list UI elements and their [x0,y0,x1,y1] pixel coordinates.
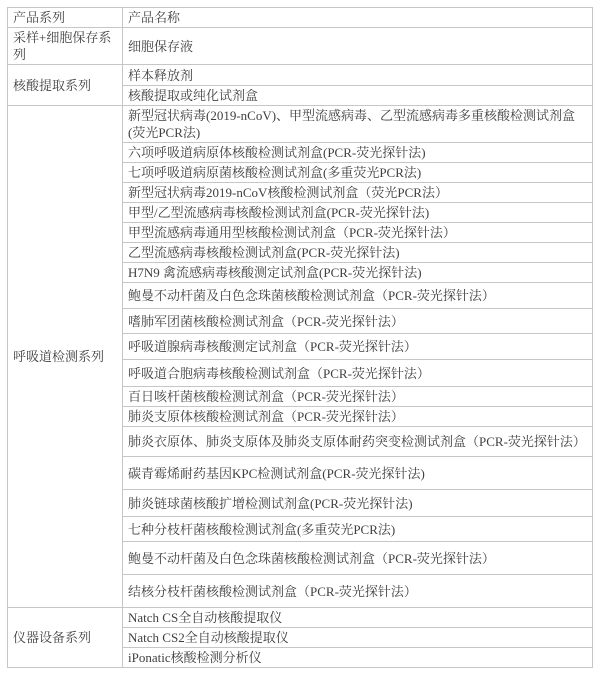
table-row [8,106,593,143]
product-cell: 样本释放剂 [123,65,593,86]
product-cell: 呼吸道腺病毒核酸测定试剂盒（PCR-荧光探针法） [123,334,593,360]
product-cell: 鲍曼不动杆菌及白色念珠菌核酸检测试剂盒（PCR-荧光探针法） [123,283,593,309]
product-cell: 呼吸道合胞病毒核酸检测试剂盒（PCR-荧光探针法） [123,360,593,387]
product-cell: 细胞保存液 [123,28,593,65]
product-cell: iPonatic核酸检测分析仪 [123,648,593,668]
product-table [7,7,593,668]
product-cell: H7N9 禽流感病毒核酸测定试剂盒(PCR-荧光探针法) [123,263,593,283]
product-cell: 甲型流感病毒通用型核酸检测试剂盒（PCR-荧光探针法） [123,223,593,243]
product-cell: Natch CS全自动核酸提取仪 [123,608,593,628]
product-cell: 百日咳杆菌核酸检测试剂盒（PCR-荧光探针法） [123,387,593,407]
table-body [8,28,593,668]
product-cell: 七种分枝杆菌核酸检测试剂盒(多重荧光PCR法) [123,517,593,542]
product-cell: 七项呼吸道病原菌核酸检测试剂盒(多重荧光PCR法) [123,163,593,183]
product-cell: 肺炎支原体核酸检测试剂盒（PCR-荧光探针法） [123,407,593,427]
product-cell: 新型冠状病毒2019-nCoV核酸检测试剂盒（荧光PCR法） [123,183,593,203]
series-cell: 呼吸道检测系列 [8,106,123,608]
series-cell: 仪器设备系列 [8,608,123,668]
column-header-name: 产品名称 [123,8,593,28]
product-cell: 结核分枝杆菌核酸检测试剂盒（PCR-荧光探针法） [123,575,593,608]
series-cell: 采样+细胞保存系列 [8,28,123,65]
product-cell: 肺炎链球菌核酸扩增检测试剂盒(PCR-荧光探针法) [123,490,593,517]
product-cell: 核酸提取或纯化试剂盒 [123,86,593,106]
series-cell: 核酸提取系列 [8,65,123,106]
product-cell: 六项呼吸道病原体核酸检测试剂盒(PCR-荧光探针法) [123,143,593,163]
product-cell: 新型冠状病毒(2019-nCoV)、甲型流感病毒、乙型流感病毒多重核酸检测试剂盒(荧光PCR法) [123,106,593,143]
table-row [8,28,593,65]
product-cell: 碳青霉烯耐药基因KPC检测试剂盒(PCR-荧光探针法) [123,457,593,490]
product-cell: Natch CS2全自动核酸提取仪 [123,628,593,648]
table-row [8,608,593,628]
header-row [8,8,593,28]
product-cell: 肺炎衣原体、肺炎支原体及肺炎支原体耐药突变检测试剂盒（PCR-荧光探针法） [123,427,593,457]
product-cell: 鲍曼不动杆菌及白色念珠菌核酸检测试剂盒（PCR-荧光探针法） [123,542,593,575]
table-header [8,8,593,28]
table-row [8,65,593,86]
product-cell: 甲型/乙型流感病毒核酸检测试剂盒(PCR-荧光探针法) [123,203,593,223]
product-cell: 嗜肺军团菌核酸检测试剂盒（PCR-荧光探针法） [123,309,593,334]
column-header-series: 产品系列 [8,8,123,28]
product-cell: 乙型流感病毒核酸检测试剂盒(PCR-荧光探针法) [123,243,593,263]
